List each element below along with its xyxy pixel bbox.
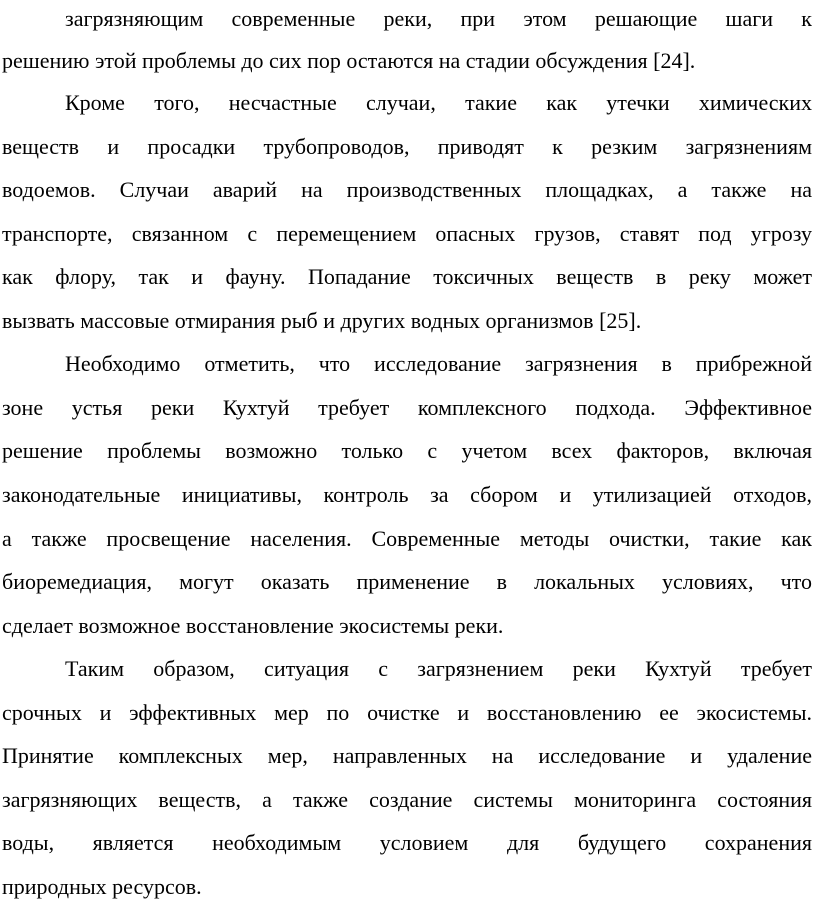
text-line: Необходимо отметить, что исследование загрязнения в прибрежной xyxy=(65,351,812,376)
text-line: срочных и эффективных мер по очистке и восстановлению ее экосистемы. xyxy=(2,700,812,725)
text-line: Таким образом, ситуация с загрязнением реки Кухтуй требует xyxy=(65,656,812,681)
text-line: зоне устья реки Кухтуй требует комплексного подхода. Эффективное xyxy=(2,395,812,420)
text-line: загрязняющим современные реки, при этом решающие шаги к xyxy=(65,6,812,31)
text-line: как флору, так и фауну. Попадание токсичных веществ в реку может xyxy=(2,264,812,289)
text-line: природных ресурсов. xyxy=(2,874,202,899)
text-line: вызвать массовые отмирания рыб и других водных организмов [25]. xyxy=(2,308,642,333)
text-line: загрязняющих веществ, а также создание системы мониторинга состояния xyxy=(2,787,812,812)
text-line: транспорте, связанном с перемещением опасных грузов, ставят под угрозу xyxy=(2,221,812,246)
text-line: Принятие комплексных мер, направленных на исследование и удаление xyxy=(2,743,812,768)
text-line: веществ и просадки трубопроводов, приводят к резким загрязнениям xyxy=(2,134,812,159)
text-line: водоемов. Случаи аварий на производственных площадках, а также на xyxy=(2,177,812,202)
text-line: а также просвещение населения. Современные методы очистки, такие как xyxy=(2,526,812,551)
text-line: сделает возможное восстановление экосистемы реки. xyxy=(2,613,504,638)
text-line: законодательные инициативы, контроль за сбором и утилизацией отходов, xyxy=(2,482,812,507)
text-line: Кроме того, несчастные случаи, такие как утечки химических xyxy=(65,90,812,115)
text-line: воды, является необходимым условием для будущего сохранения xyxy=(2,830,812,855)
text-line: биоремедиация, могут оказать применение в локальных условиях, что xyxy=(2,569,812,594)
text-line: решению этой проблемы до сих пор остаются на стадии обсуждения [24]. xyxy=(2,48,696,73)
text-line: решение проблемы возможно только с учетом всех факторов, включая xyxy=(2,438,812,463)
